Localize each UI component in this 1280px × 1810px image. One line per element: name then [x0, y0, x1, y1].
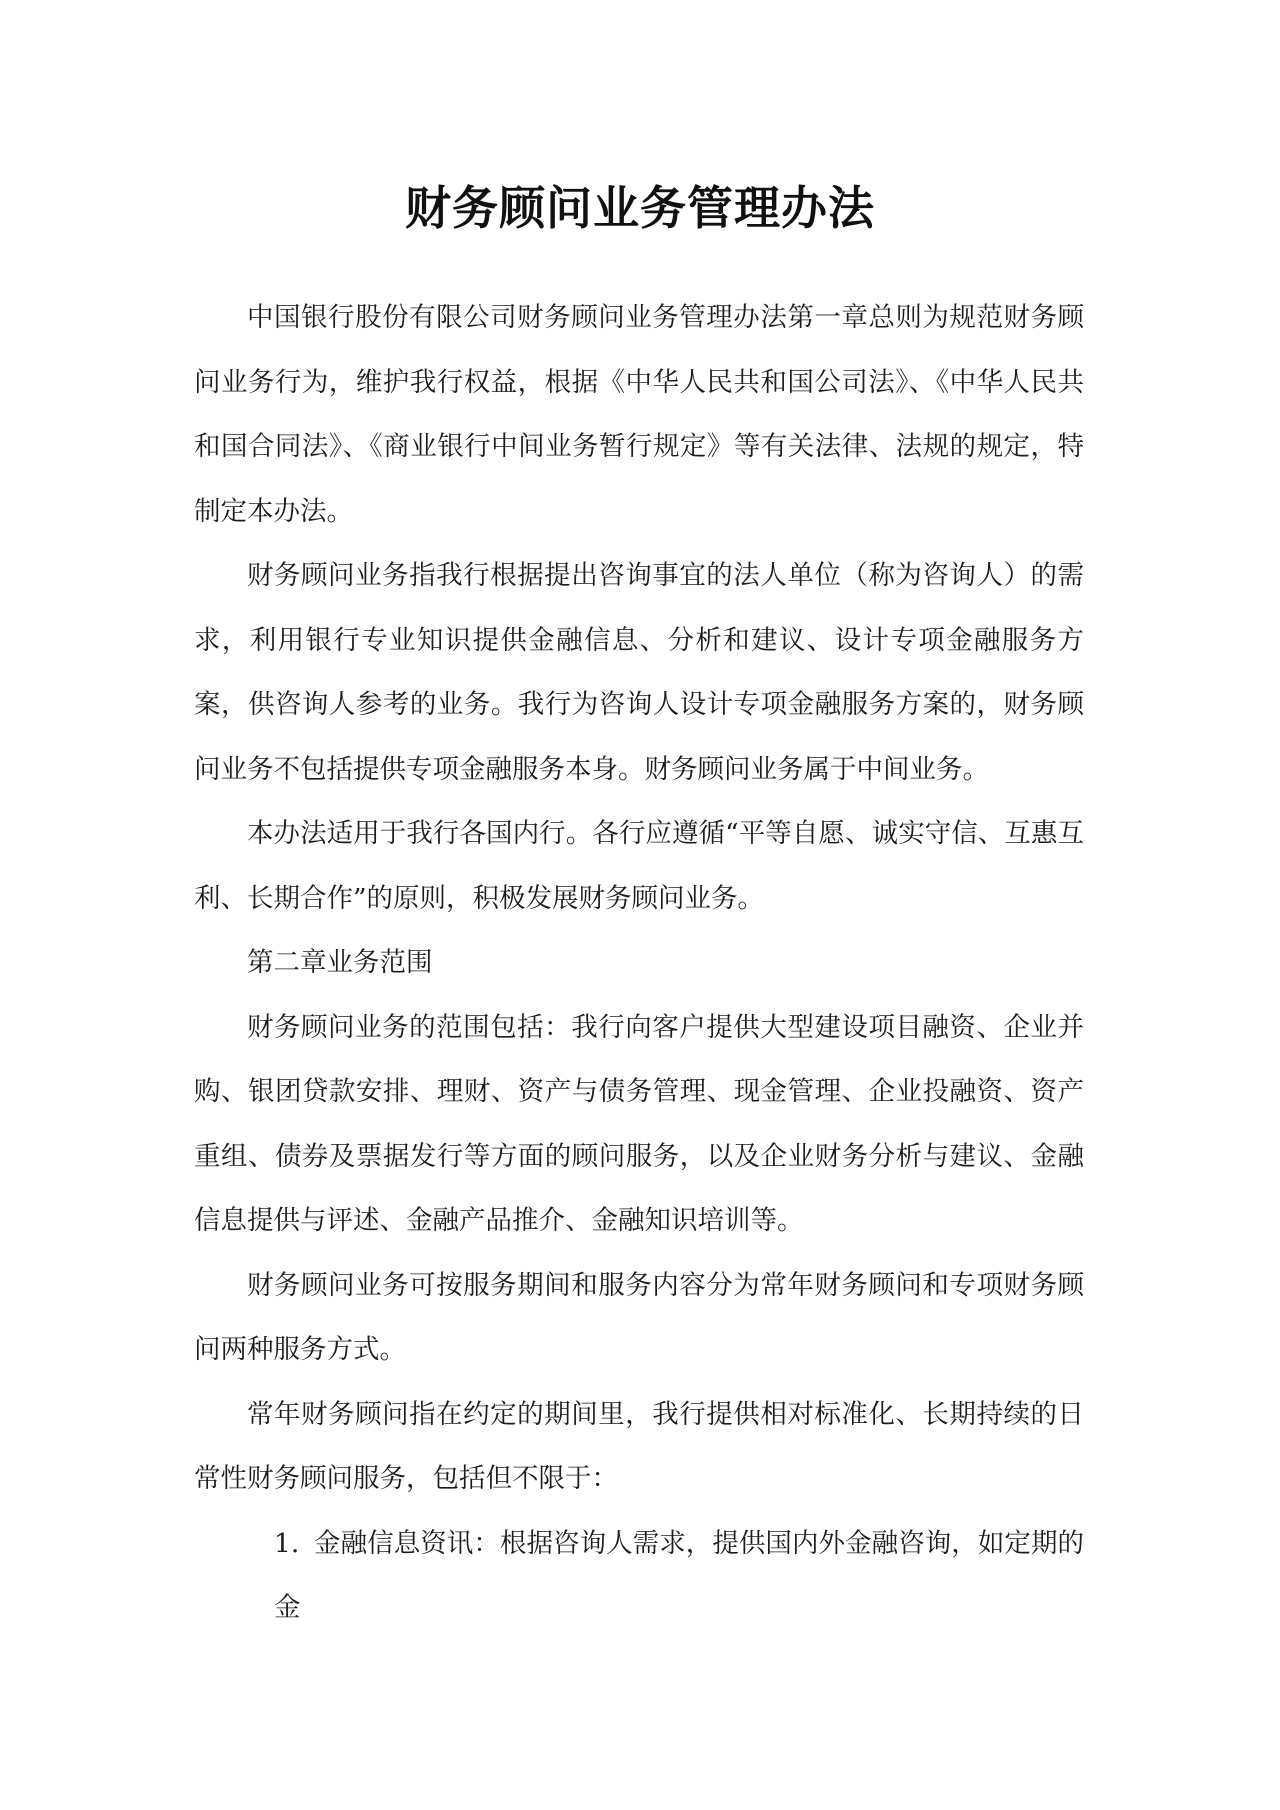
paragraph-service-types: 财务顾问业务可按服务期间和服务内容分为常年财务顾问和专项财务顾问两种服务方式。: [194, 1269, 1084, 1365]
paragraph-annual-advisory: 常年财务顾问指在约定的期间里，我行提供相对标准化、长期持续的日常性财务顾问服务，包括但不限于：: [194, 1398, 1084, 1494]
list-item: [194, 1512, 1084, 1641]
paragraph-business-definition: 财务顾问业务指我行根据提出咨询事宜的法人单位（称为咨询人）的需求，利用银行专业知识提供金融信息、分析和建议、设计专项金融服务方案，供咨询人参考的业务。我行为咨询人设计专项金融服务方案的，财务顾问业务不包括提供专项金融服务本身。财务顾问业务属于中间业务。: [194, 560, 1084, 785]
list-item-text: 金融信息资讯：根据咨询人需求，提供国内外金融咨询，如定期的金: [274, 1527, 1084, 1623]
list-item-number: 1.: [274, 1527, 300, 1559]
paragraph-applicability: 本办法适用于我行各国内行。各行应遵循“平等自愿、诚实守信、互惠互利、长期合作”的原则，积极发展财务顾问业务。: [194, 818, 1084, 914]
paragraph-business-scope: 财务顾问业务的范围包括：我行向客户提供大型建设项目融资、企业并购、银团贷款安排、理财、资产与债务管理、现金管理、企业投融资、资产重组、债券及票据发行等方面的顾问服务，以及企业财务分析与建议、金融信息提供与评述、金融产品推介、金融知识培训等。: [194, 1011, 1084, 1236]
document-body: [194, 286, 1084, 1641]
document-title: 财务顾问业务管理办法: [405, 181, 875, 235]
paragraph-general-provisions: 中国银行股份有限公司财务顾问业务管理办法第一章总则为规范财务顾问业务行为，维护我行权益，根据《中华人民共和国公司法》、《中华人民共和国合同法》、《商业银行中间业务暂行规定》等有关法律、法规的规定，特制定本办法。: [194, 302, 1084, 527]
chapter-heading: 第二章业务范围: [247, 947, 433, 978]
